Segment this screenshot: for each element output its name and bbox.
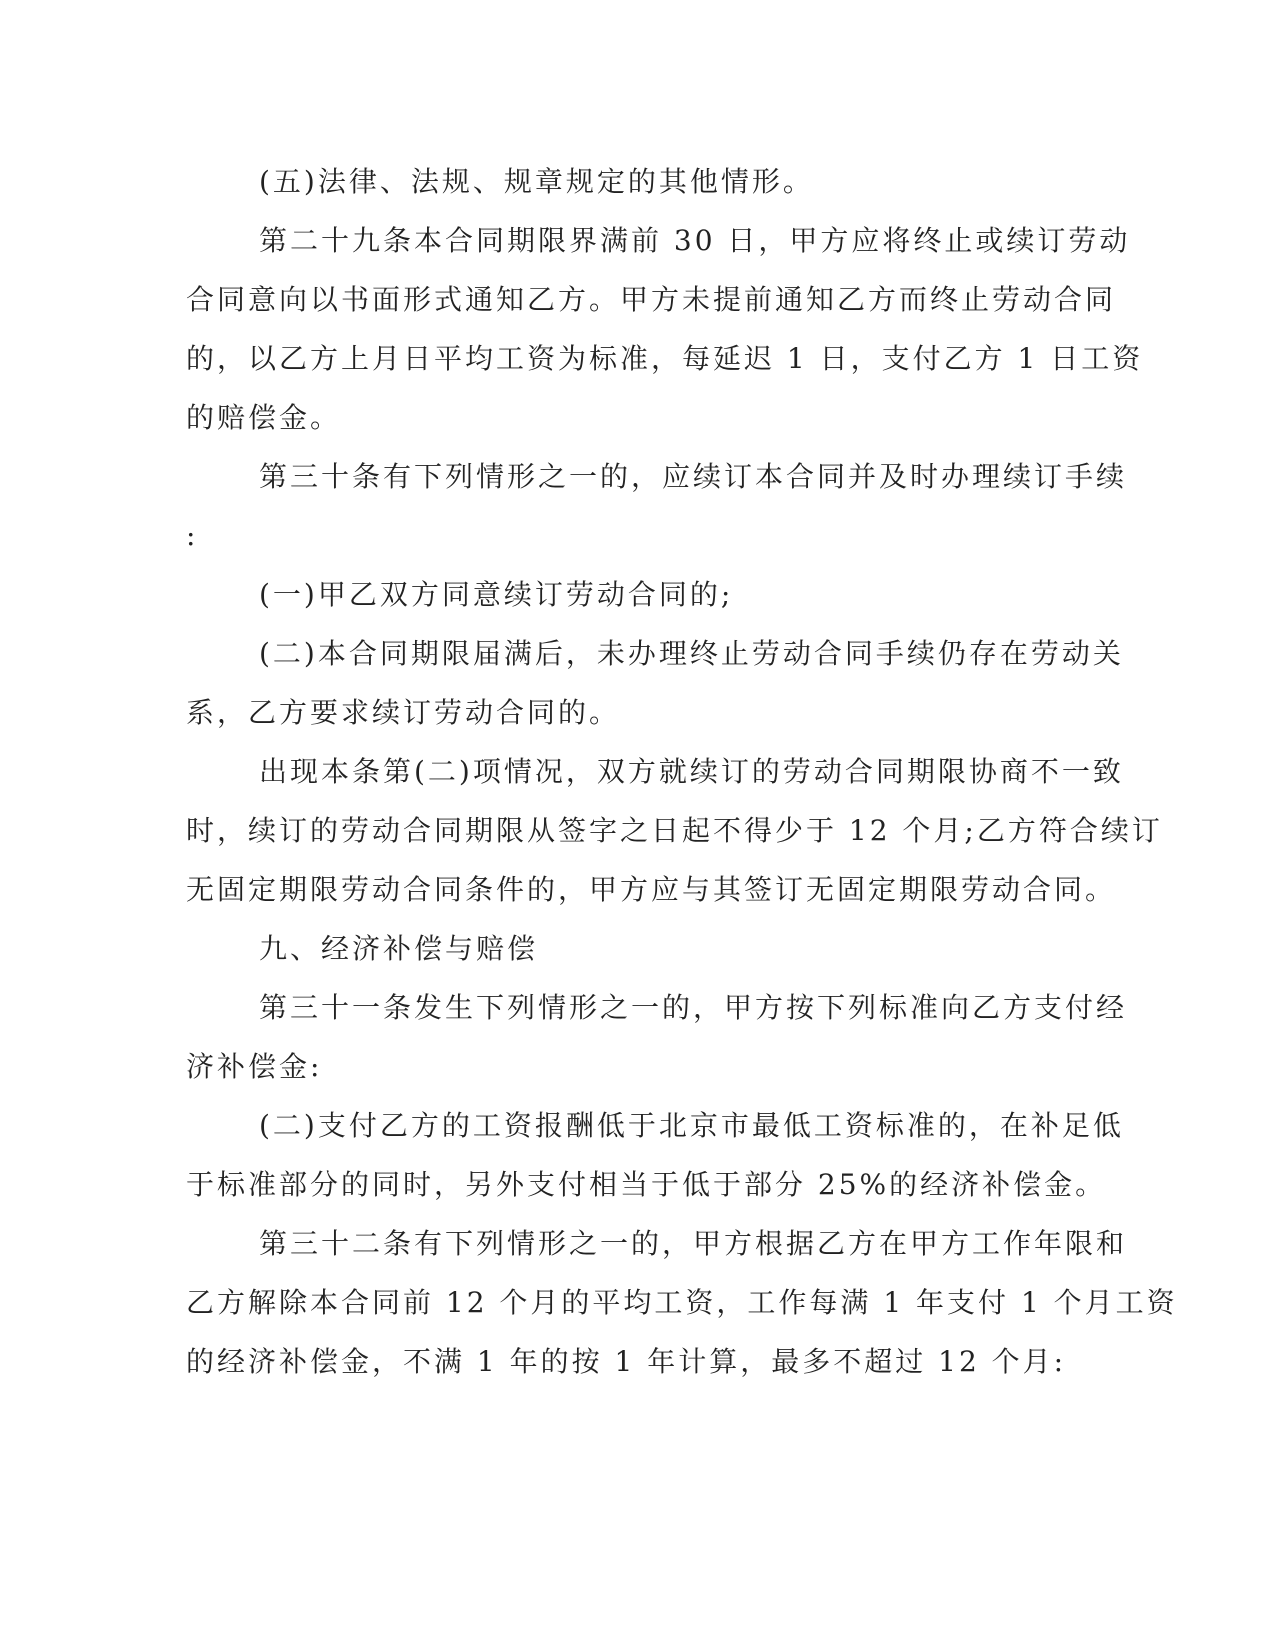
text-line: 的经济补偿金，不满 1 年的按 1 年计算，最多不超过 12 个月:	[186, 1345, 1067, 1378]
text-line: 的，以乙方上月日平均工资为标准，每延迟 1 日，支付乙方 1 日工资	[186, 342, 1144, 375]
text-line: 第二十九条本合同期限界满前 30 日，甲方应将终止或续订劳动	[259, 224, 1131, 257]
text-line: (二)支付乙方的工资报酬低于北京市最低工资标准的，在补足低	[259, 1109, 1124, 1142]
text-line: 第三十二条有下列情形之一的，甲方根据乙方在甲方工作年限和	[259, 1227, 1128, 1260]
text-line: (五)法律、法规、规章规定的其他情形。	[259, 165, 814, 198]
text-line: 无固定期限劳动合同条件的，甲方应与其签订无固定期限劳动合同。	[186, 873, 1117, 906]
text-line: 系，乙方要求续订劳动合同的。	[186, 696, 621, 729]
text-line: (二)本合同期限届满后，未办理终止劳动合同手续仍存在劳动关	[259, 637, 1124, 670]
text-line: :	[186, 519, 199, 552]
text-line: 的赔偿金。	[186, 401, 342, 434]
text-line: 乙方解除本合同前 12 个月的平均工资，工作每满 1 年支付 1 个月工资	[186, 1286, 1178, 1319]
section-heading: 九、经济补偿与赔偿	[259, 932, 539, 965]
text-line: 第三十条有下列情形之一的，应续订本合同并及时办理续订手续	[259, 460, 1128, 493]
text-line: 合同意向以书面形式通知乙方。甲方未提前通知乙方而终止劳动合同	[186, 283, 1117, 316]
text-line: 第三十一条发生下列情形之一的，甲方按下列标准向乙方支付经	[259, 991, 1128, 1024]
text-line: 于标准部分的同时，另外支付相当于低于部分 25%的经济补偿金。	[186, 1168, 1107, 1201]
text-line: 济补偿金:	[186, 1050, 323, 1083]
text-line: 时，续订的劳动合同期限从签字之日起不得少于 12 个月;乙方符合续订	[186, 814, 1163, 847]
text-line: (一)甲乙双方同意续订劳动合同的;	[259, 578, 734, 611]
text-line: 出现本条第(二)项情况，双方就续订的劳动合同期限协商不一致	[259, 755, 1124, 788]
